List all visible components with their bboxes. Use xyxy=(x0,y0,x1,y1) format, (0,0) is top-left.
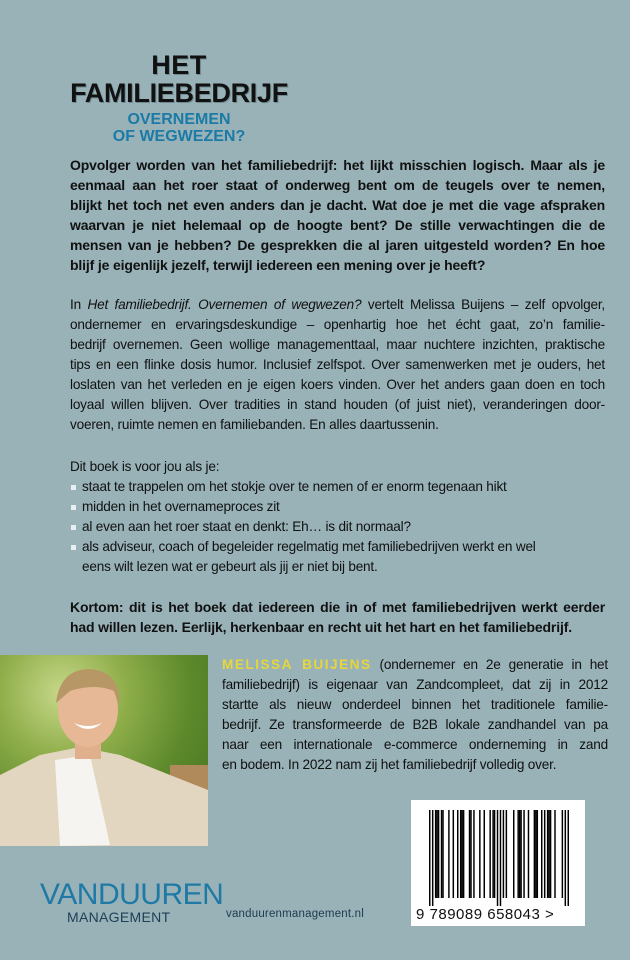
description-line: voeren, ruimte nemen en familiebanden. En alles daartussenin. xyxy=(70,417,439,432)
barcode-bar xyxy=(473,810,474,898)
isbn-barcode xyxy=(411,800,585,926)
list-item-continuation: eens wilt lezen wat er gebeurt als jij er niet bij bent. xyxy=(82,559,378,574)
description-line xyxy=(70,295,605,315)
barcode-bar xyxy=(541,810,542,898)
barcode-bar xyxy=(460,810,461,898)
barcode-bar xyxy=(453,810,454,898)
description-line: loslaten van het verleden en je eigen koers vinden. Over het anders gaan doen en toch xyxy=(70,377,605,392)
description-paragraph xyxy=(70,295,605,435)
barcode-bar xyxy=(503,810,504,898)
bullet-icon xyxy=(71,525,76,530)
barcode-bar xyxy=(489,810,490,898)
barcode-bar xyxy=(494,810,495,898)
bullet-icon xyxy=(71,505,76,510)
barcode-bar xyxy=(520,810,521,898)
barcode-bar xyxy=(435,810,436,898)
intro-line: blijf je eigenlijk jezelf, terwijl iedereen een mening over je heeft? xyxy=(70,257,486,273)
barcode-bar xyxy=(550,810,551,898)
barcode-bar xyxy=(492,810,493,898)
list-item-text: midden in het overnameproces zit xyxy=(82,499,280,514)
barcode-bar xyxy=(500,810,501,906)
subtitle-line-1: OVERNEMEN xyxy=(127,111,231,128)
barcode-bar xyxy=(519,810,520,898)
intro-line: eenmaal aan het roer staat of onderweg bent om de teugels over te nemen, xyxy=(70,177,605,193)
barcode-bar xyxy=(523,810,524,898)
logo-line-1: VANDUUREN xyxy=(40,878,224,911)
list-item-text: als adviseur, coach of begeleider regelmatig met familiebedrijven werkt en wel xyxy=(82,539,536,554)
bio-line: familiebedrijf) is eigenaar van Zandcompleet, dat zij in 2012 xyxy=(222,677,608,692)
barcode-bar xyxy=(528,810,529,898)
barcode-bar xyxy=(554,810,555,898)
barcode-bar xyxy=(469,810,470,898)
bio-line: startte als nieuw onderdeel binnen het traditionele familie- xyxy=(222,697,608,712)
barcode-bar xyxy=(448,810,449,898)
barcode-bar xyxy=(544,810,545,898)
barcode-bar xyxy=(562,810,563,898)
bio-line: naar een internationale e-commerce onderneming in zand xyxy=(222,737,608,752)
barcode-bar xyxy=(457,810,458,898)
bio-line xyxy=(222,655,608,675)
description-line: bedrijf overnemen. Geen wollige managementtaal, maar nuchtere inzichten, praktische xyxy=(70,337,605,352)
intro-line: blijkt het toch net even anders dan je dacht. Wat doe je met die vage afspraken xyxy=(70,197,605,213)
barcode-bar xyxy=(568,810,569,906)
list-item xyxy=(70,537,605,577)
barcode-bar xyxy=(517,810,518,898)
description-suffix: vertelt Melissa Buijens – zelf opvolger, xyxy=(361,297,605,312)
list-item xyxy=(70,517,605,537)
audience-heading: Dit boek is voor jou als je: xyxy=(70,459,220,474)
subtitle-line-2: OF WEGWEZEN? xyxy=(112,128,246,145)
audience-list xyxy=(70,457,605,577)
bio-line: en bodem. In 2022 nam zij het familiebedrijf volledig over. xyxy=(222,757,557,772)
title-line-1: HET xyxy=(151,50,207,80)
barcode-bar xyxy=(534,810,535,898)
summary-line: had willen lezen. Eerlijk, herkenbaar en recht uit het hart en het familiebedrijf. xyxy=(70,619,572,635)
bio-line: bedrijf. Ze transformeerde de B2B lokale zandhandel van pa xyxy=(222,717,608,732)
summary-paragraph xyxy=(70,597,605,637)
author-bio xyxy=(222,655,608,775)
barcode-bar xyxy=(513,810,514,898)
barcode-bar xyxy=(461,810,462,898)
summary-line: Kortom: dit is het boek dat iedereen die in of met familiebedrijven werkt eerder xyxy=(70,599,605,615)
list-item-text: al even aan het roer staat en denkt: Eh… is dit normaal? xyxy=(82,519,411,534)
list-item xyxy=(70,477,605,497)
barcode-bar xyxy=(479,810,480,898)
barcode-bar xyxy=(537,810,538,898)
barcode-bar xyxy=(484,810,485,898)
barcode-bar xyxy=(429,810,430,906)
bullet-icon xyxy=(71,545,76,550)
book-title xyxy=(70,52,288,145)
title-line-2: FAMILIEBEDRIJF xyxy=(70,78,288,108)
barcode-bars xyxy=(429,810,569,906)
intro-paragraph xyxy=(70,155,605,275)
publisher-url: vanduurenmanagement.nl xyxy=(226,908,365,920)
book-title-italic: Het familiebedrijf. Overnemen of wegwezen? xyxy=(87,297,362,312)
description-prefix: In xyxy=(70,297,88,312)
barcode-bar xyxy=(547,810,548,898)
intro-line: mensen van je hebben? De gesprekken die al jaren uitgesteld worden? En hoe xyxy=(70,237,605,253)
barcode-bar xyxy=(506,810,507,898)
publisher-logo xyxy=(40,878,224,925)
barcode-bar xyxy=(441,810,442,898)
barcode-bar xyxy=(470,810,471,898)
barcode-bar xyxy=(548,810,549,898)
bio-text: (ondernemer en 2e generatie in het xyxy=(371,657,608,672)
author-photo xyxy=(0,655,208,846)
bullet-icon xyxy=(71,485,76,490)
intro-line: waarvan je niet helemaal op de hoogte bent? De stille verwachtingen die de xyxy=(70,217,605,233)
author-name: MELISSA BUIJENS xyxy=(222,657,372,672)
barcode-bar xyxy=(442,810,443,898)
description-line: ondernemer en ervaringsdeskundige – openhartig hoe het écht gaat, zo’n familie- xyxy=(70,317,605,332)
isbn-number: 9 789089 658043 > xyxy=(416,906,555,923)
barcode-bar xyxy=(535,810,536,898)
logo-line-2: MANAGEMENT xyxy=(67,909,171,925)
description-line: loyaal willen blijven. Over tradities in stand houden (of juist niet), veranderingen door- xyxy=(70,397,605,412)
description-line: tips en een flinke dosis humor. Inclusief zelfspot. Over samenwerken met je ouders, het xyxy=(70,357,605,372)
barcode-bar xyxy=(463,810,464,898)
barcode-bar xyxy=(432,810,433,906)
barcode-bar xyxy=(565,810,566,906)
intro-line: Opvolger worden van het familiebedrijf: het lijkt misschien logisch. Maar als je xyxy=(70,157,605,173)
barcode-bar xyxy=(436,810,437,898)
barcode-bar xyxy=(497,810,498,906)
list-item-text: staat te trappelen om het stokje over te nemen of er enorm tegenaan hikt xyxy=(82,479,507,494)
barcode-bar xyxy=(438,810,439,898)
list-item xyxy=(70,497,605,517)
